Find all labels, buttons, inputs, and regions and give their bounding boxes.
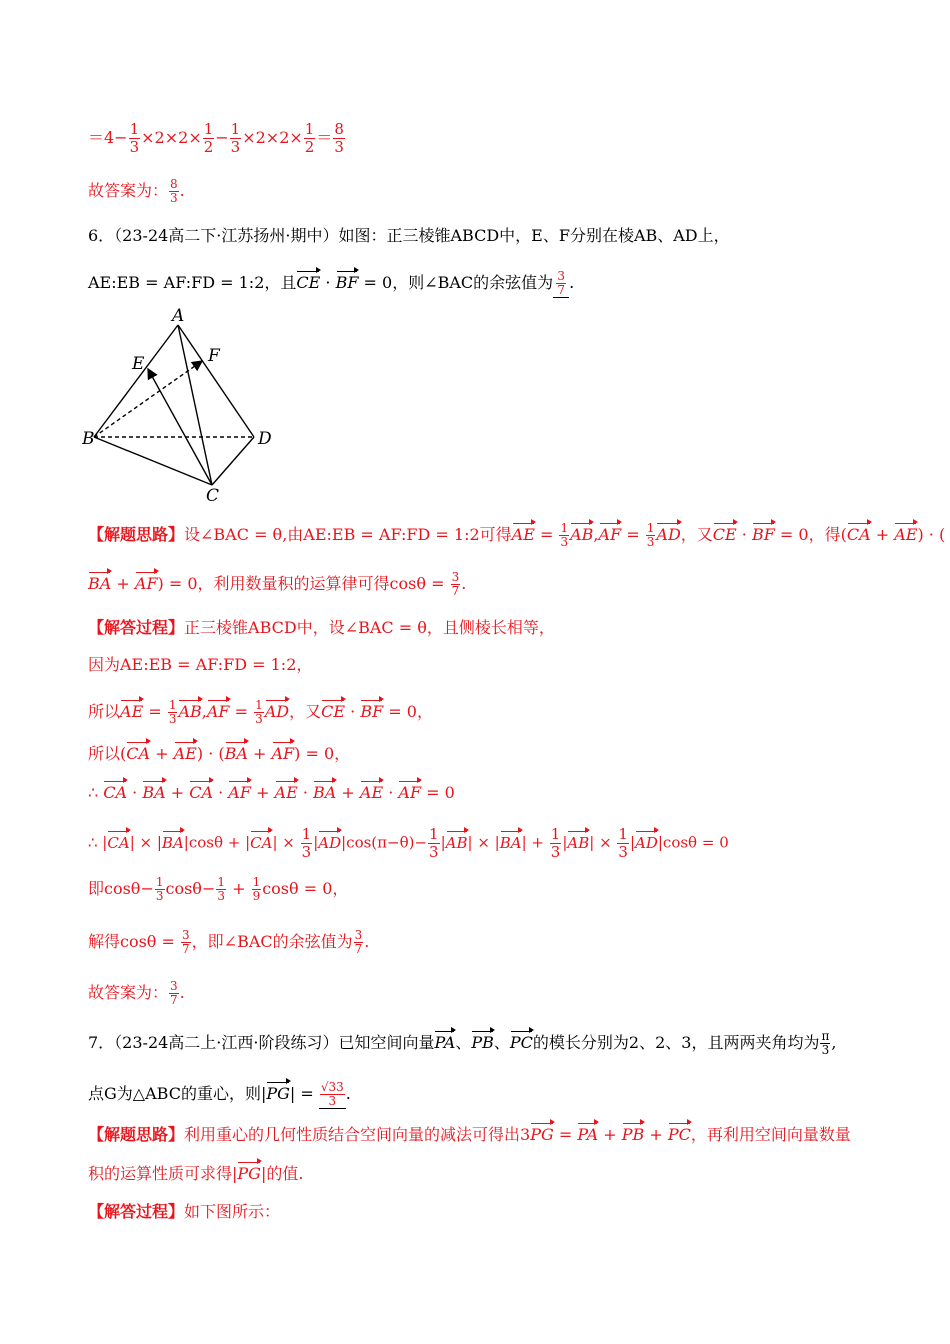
calc-text: ＝4−	[88, 128, 128, 147]
fraction: $\frac{1}{3}$	[550, 825, 561, 861]
answer-blank	[553, 270, 569, 298]
fraction: $\frac{1}{3}$	[618, 825, 628, 861]
answer-line-5: 故答案为： $\frac{8}{3}$ .	[88, 177, 185, 205]
fraction: $\frac{1}{3}$	[255, 698, 263, 726]
fraction: $\frac{1}{3}$	[230, 120, 241, 156]
solution-process-line-6: ∴ |CA| × |BA|cosθ + |CA| × $\frac{1}{3}$ |AD|cos(π−θ)− $\frac{1}{3}$ |AB| × |BA| + $\frac{1}{3}$ |AB| × $\frac{1}{3}$ |AD|cosθ = 0	[88, 825, 729, 861]
question-6-line-1: 6．（23-24高二下·江苏扬州·期中）如图：正三棱锥ABCD中，E、F分别在棱AB、AD上，	[88, 226, 730, 245]
fraction: $\frac{1}{9}$	[252, 875, 261, 903]
label-c: C	[206, 486, 220, 505]
edge-cd	[212, 437, 254, 485]
fraction: $\frac{1}{2}$	[304, 120, 315, 156]
tetrahedron-figure	[82, 305, 282, 505]
solution-process-line-8: 解得cosθ = $\frac{3}{7}$ ，即∠BAC的余弦值为 $\frac{3}{7}$ .	[88, 928, 370, 956]
fraction: $\frac{1}{3}$	[217, 875, 225, 903]
edge-bc	[94, 437, 212, 485]
fraction: $\frac{3}{7}$	[451, 570, 460, 598]
fraction: $\frac{1}{3}$	[429, 825, 439, 861]
solution-process-line-7: 即cosθ− $\frac{1}{3}$ cosθ− $\frac{1}{3}$ + $\frac{1}{9}$ cosθ = 0，	[88, 875, 349, 903]
fraction: $\frac{1}{3}$	[560, 521, 569, 549]
solution-idea-7-line-1: 【解题思路】利用重心的几何性质结合空间向量的减法可得出3PG = PA + PB + PC，再利用空间向量数量	[88, 1125, 851, 1144]
fraction: $\frac{3}{7}$	[557, 269, 565, 297]
fraction: $\frac{3}{7}$	[170, 979, 178, 1007]
question-7-line-2: 点G为△ABC的重心，则|PG| = $\frac{√33}{3}$ .	[88, 1080, 351, 1108]
label-a: A	[172, 306, 185, 326]
label-f: F	[208, 346, 220, 366]
edge-ab	[94, 325, 178, 437]
label-e: E	[132, 354, 145, 374]
fraction: $\frac{1}{3}$	[155, 875, 164, 903]
solution-idea-line-1: 【解题思路】设∠BAC = θ,由AE:EB = AF:FD = 1:2可得AE = $\frac{1}{3}$ AB,AF = $\frac{1}{3}$ AD，又CE · BF = 0，得(CA + AE) · (	[88, 521, 946, 549]
fraction: $\frac{\pi}{3}$	[821, 1029, 830, 1057]
question-7-line-1: 7．（23-24高二上·江西·阶段练习）已知空间向量PA、PB、PC的模长分别为2、2、3，且两两夹角均为 $\frac{\pi}{3}$ ,	[88, 1029, 837, 1057]
answer-line-6: 故答案为： $\frac{3}{7}$ .	[88, 979, 185, 1007]
fraction: $\frac{3}{7}$	[182, 928, 190, 956]
solution-process-line-3: 所以AE = $\frac{1}{3}$ AB,AF = $\frac{1}{3}$ AD，又CE · BF = 0，	[88, 698, 433, 726]
fraction: $\frac{1}{3}$	[301, 825, 312, 861]
label-d: D	[258, 429, 272, 449]
fraction: $\frac{8}{3}$	[170, 177, 178, 205]
solution-idea-line-2: BA + AF) = 0，利用数量积的运算律可得cosθ = $\frac{3}{7}$ .	[88, 570, 467, 598]
answer-blank	[319, 1081, 346, 1109]
solution-idea-7-line-2: 积的运算性质可求得|PG|的值.	[88, 1164, 304, 1183]
solution-process-7: 【解答过程】如下图所示：	[88, 1202, 281, 1221]
vector-bf	[94, 361, 202, 437]
fraction: $\frac{√33}{3}$	[320, 1080, 344, 1108]
solution-process-line-5: ∴ CA · BA + CA · AF + AE · BA + AE · AF = 0	[88, 783, 455, 802]
fraction: $\frac{8}{3}$	[334, 120, 344, 156]
fraction: $\frac{3}{7}$	[354, 928, 363, 956]
label-b: B	[82, 429, 95, 449]
fraction: $\frac{1}{3}$	[646, 521, 655, 549]
solution-process-line-1: 【解答过程】正三棱锥ABCD中，设∠BAC = θ，且侧棱长相等，	[88, 618, 555, 637]
question-6-line-2: AE:EB = AF:FD = 1:2，且CE · BF = 0，则∠BAC的余弦值为 $\frac{3}{7}$ .	[88, 269, 575, 297]
fraction: $\frac{1}{2}$	[203, 120, 214, 156]
fraction: $\frac{1}{3}$	[129, 120, 140, 156]
solution-process-line-4: 所以(CA + AE) · (BA + AF) = 0，	[88, 744, 351, 763]
fraction: $\frac{1}{3}$	[168, 698, 177, 726]
calc-line: ＝4− $\frac{1}{3}$ ×2×2× $\frac{1}{2}$ − $\frac{1}{3}$ ×2×2× $\frac{1}{2}$ ＝ $\frac{8}{3}$	[88, 120, 344, 156]
solution-process-line-2: 因为AE:EB = AF:FD = 1:2，	[88, 655, 313, 674]
vector-ce	[148, 369, 212, 485]
